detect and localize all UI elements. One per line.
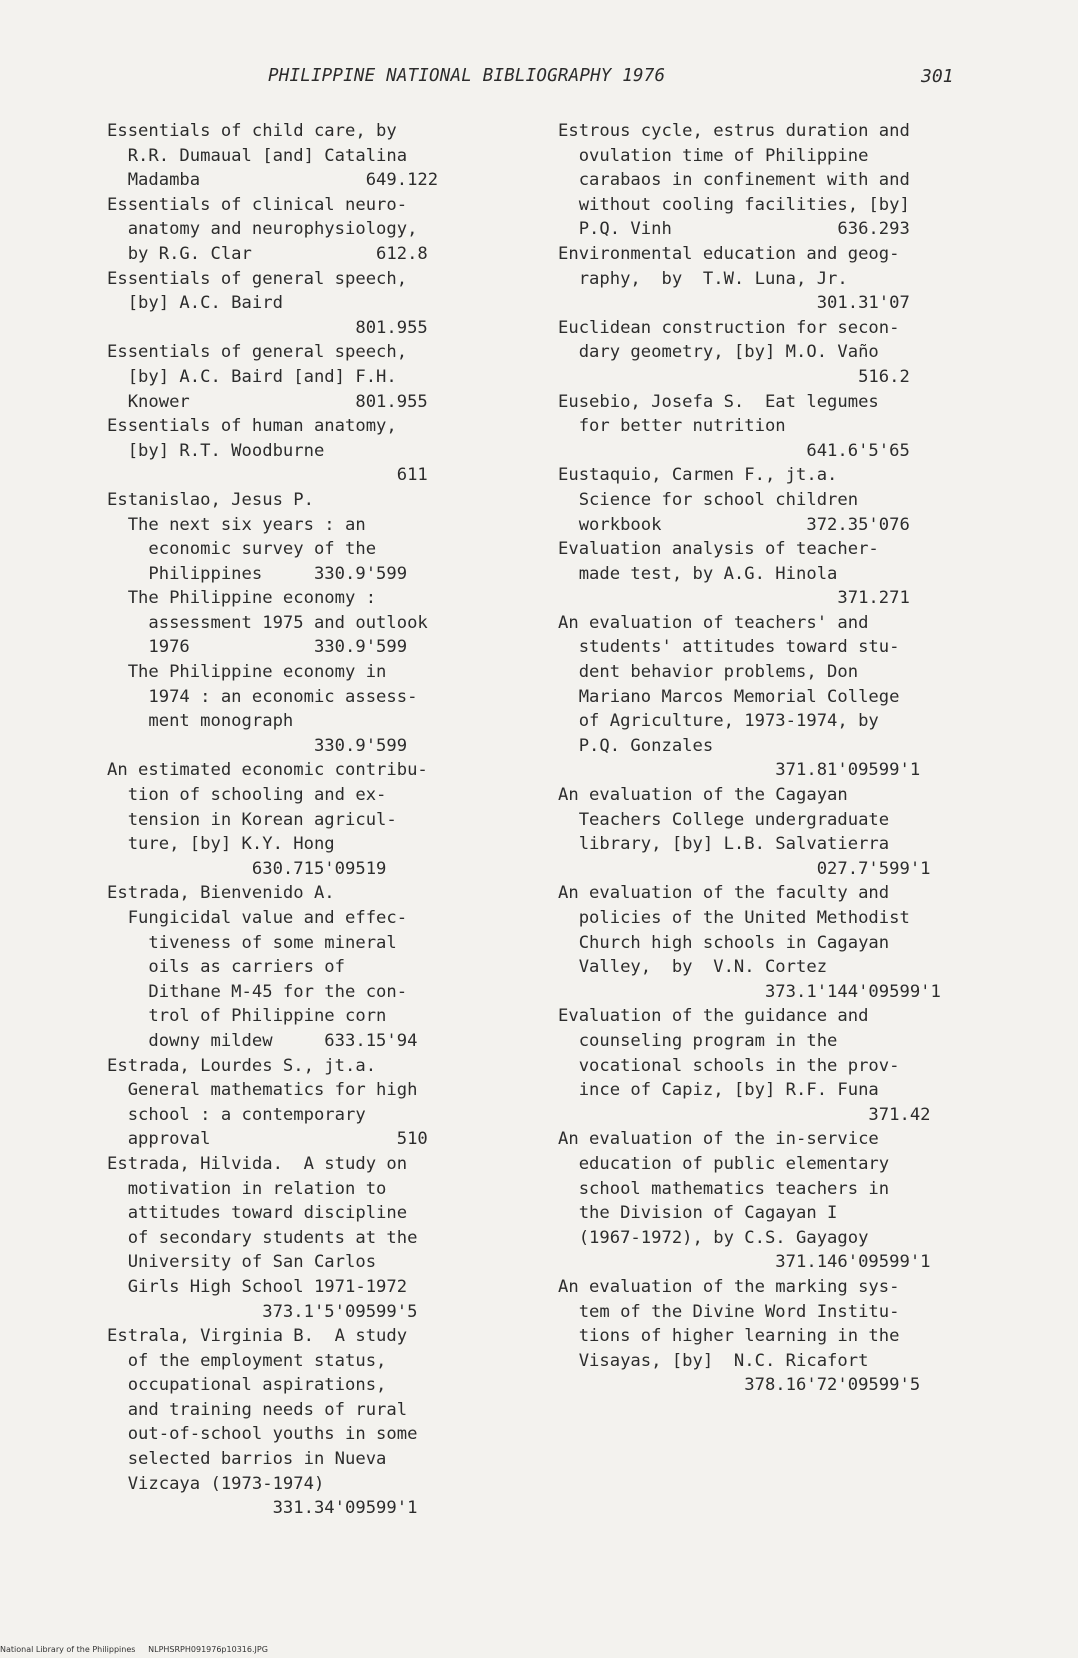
entry-line: assessment 1975 and outlook bbox=[107, 612, 428, 633]
entry-line: Valley, by V.N. Cortez bbox=[558, 957, 828, 978]
entry-line: downy mildew 633.15'94 bbox=[107, 1030, 418, 1051]
entry-line: Eustaquio, Carmen F., jt.a. bbox=[558, 465, 838, 486]
entry-line: economic survey of the bbox=[107, 539, 377, 560]
entry-line: 373.1'5'09599'5 bbox=[107, 1301, 418, 1322]
entry-line: education of public elementary bbox=[558, 1153, 890, 1174]
bibliography-entry bbox=[107, 1324, 487, 1521]
entry-line: 378.16'72'09599'5 bbox=[558, 1375, 921, 1396]
running-title: PHILIPPINE NATIONAL BIBLIOGRAPHY 1976 bbox=[268, 66, 666, 86]
entry-line: Essentials of clinical neuro- bbox=[107, 194, 408, 215]
entry-line: and training needs of rural bbox=[107, 1399, 408, 1420]
entry-line: Visayas, [by] N.C. Ricafort bbox=[558, 1350, 869, 1371]
entry-line: Estanislao, Jesus P. bbox=[107, 489, 314, 510]
entry-line: library, [by] L.B. Salvatierra bbox=[558, 834, 890, 855]
bibliography-entry bbox=[107, 414, 487, 488]
bibliography-entry bbox=[107, 488, 487, 759]
right-column bbox=[558, 119, 980, 1398]
entry-line: The Philippine economy : bbox=[107, 588, 377, 609]
page-header bbox=[0, 66, 1078, 96]
entry-line: school : a contemporary bbox=[107, 1104, 366, 1125]
entry-line: carabaos in confinement with and bbox=[558, 170, 910, 191]
entry-line: 516.2 bbox=[558, 366, 910, 387]
bibliography-entry bbox=[107, 758, 487, 881]
entry-line: 1974 : an economic assess- bbox=[107, 686, 418, 707]
entry-line: P.Q. Vinh 636.293 bbox=[558, 219, 910, 240]
bibliography-entry bbox=[558, 390, 980, 464]
entry-line: ture, [by] K.Y. Hong bbox=[107, 834, 335, 855]
entry-line: vocational schools in the prov- bbox=[558, 1055, 900, 1076]
bibliography-entry bbox=[107, 1054, 487, 1152]
entry-line: the Division of Cagayan I bbox=[558, 1203, 838, 1224]
entry-line: Eusebio, Josefa S. Eat legumes bbox=[558, 391, 879, 412]
entry-line: oils as carriers of bbox=[107, 957, 345, 978]
entry-line: tension in Korean agricul- bbox=[107, 809, 397, 830]
entry-line: Environmental education and geog- bbox=[558, 243, 900, 264]
entry-line: An evaluation of the Cagayan bbox=[558, 785, 848, 806]
bibliography-entry bbox=[558, 537, 980, 611]
entry-line: by R.G. Clar 612.8 bbox=[107, 243, 428, 264]
entry-line: Essentials of general speech, bbox=[107, 268, 408, 289]
entry-line: students' attitudes toward stu- bbox=[558, 637, 900, 658]
entry-line: 301.31'07 bbox=[558, 293, 910, 314]
entry-line: Fungicidal value and effec- bbox=[107, 908, 408, 928]
entry-line: An evaluation of the in-service bbox=[558, 1129, 879, 1150]
bibliography-entry bbox=[558, 881, 980, 1004]
entry-line: ince of Capiz, [by] R.F. Funa bbox=[558, 1080, 879, 1101]
entry-line: out-of-school youths in some bbox=[107, 1424, 418, 1445]
bibliography-entry bbox=[107, 1152, 487, 1324]
entry-line: Essentials of human anatomy, bbox=[107, 416, 397, 437]
entry-line: 330.9'599 bbox=[107, 735, 408, 756]
bibliography-entry bbox=[107, 340, 487, 414]
entry-line: Essentials of child care, by bbox=[107, 121, 397, 141]
bibliography-entry bbox=[107, 267, 487, 341]
bibliography-entry bbox=[558, 611, 980, 783]
entry-line: 027.7'599'1 bbox=[558, 858, 931, 879]
entry-line: Church high schools in Cagayan bbox=[558, 932, 890, 953]
entry-line: Estrala, Virginia B. A study bbox=[107, 1326, 408, 1347]
entry-line: (1967-1972), by C.S. Gayagoy bbox=[558, 1227, 869, 1248]
entry-line: The next six years : an bbox=[107, 514, 366, 535]
bibliography-entry bbox=[558, 463, 980, 537]
entry-line: counseling program in the bbox=[558, 1030, 838, 1051]
entry-line: Vizcaya (1973-1974) bbox=[107, 1473, 325, 1494]
entry-line: trol of Philippine corn bbox=[107, 1006, 387, 1027]
entry-line: approval 510 bbox=[107, 1129, 428, 1150]
entry-line: Evaluation of the guidance and bbox=[558, 1006, 869, 1027]
entry-line: The Philippine economy in bbox=[107, 662, 387, 683]
entry-line: ovulation time of Philippine bbox=[558, 145, 869, 166]
bibliography-entry bbox=[558, 1004, 980, 1127]
entry-line: 641.6'5'65 bbox=[558, 440, 910, 461]
entry-line: R.R. Dumaual [and] Catalina bbox=[107, 145, 408, 166]
bibliography-entry bbox=[558, 1275, 980, 1398]
entry-line: Estrada, Lourdes S., jt.a. bbox=[107, 1055, 377, 1076]
entry-line: Euclidean construction for secon- bbox=[558, 317, 900, 338]
entry-line: tions of higher learning in the bbox=[558, 1326, 900, 1347]
entry-line: ment monograph bbox=[107, 711, 294, 732]
entry-line: of the employment status, bbox=[107, 1350, 387, 1371]
entry-line: [by] A.C. Baird bbox=[107, 293, 283, 314]
entry-line: anatomy and neurophysiology, bbox=[107, 219, 418, 240]
entry-line: Knower 801.955 bbox=[107, 391, 428, 412]
entry-line: Teachers College undergraduate bbox=[558, 809, 890, 830]
entry-line: tem of the Divine Word Institu- bbox=[558, 1301, 900, 1322]
entry-line: University of San Carlos bbox=[107, 1252, 377, 1273]
entry-line: Madamba 649.122 bbox=[107, 170, 439, 191]
left-column bbox=[107, 119, 487, 1521]
bibliography-entry bbox=[558, 242, 980, 316]
entry-line: 611 bbox=[107, 465, 428, 486]
bibliography-entry bbox=[558, 316, 980, 390]
entry-line: workbook 372.35'076 bbox=[558, 514, 910, 535]
entry-line: of secondary students at the bbox=[107, 1227, 418, 1248]
entry-line: dent behavior problems, Don bbox=[558, 662, 859, 683]
entry-line: 371.42 bbox=[558, 1104, 931, 1125]
entry-line: Evaluation analysis of teacher- bbox=[558, 539, 879, 560]
entry-line: Girls High School 1971-1972 bbox=[107, 1276, 408, 1297]
bibliography-entry bbox=[558, 783, 980, 881]
entry-line: Science for school children bbox=[558, 489, 859, 510]
entry-line: occupational aspirations, bbox=[107, 1375, 387, 1396]
bibliography-entry bbox=[107, 119, 487, 193]
bibliography-entry bbox=[107, 881, 487, 1053]
entry-line: An evaluation of the faculty and bbox=[558, 883, 890, 904]
entry-line: policies of the United Methodist bbox=[558, 908, 910, 928]
entry-line: tiveness of some mineral bbox=[107, 932, 397, 953]
entry-line: made test, by A.G. Hinola bbox=[558, 563, 838, 584]
entry-line: [by] A.C. Baird [and] F.H. bbox=[107, 366, 397, 387]
entry-line: for better nutrition bbox=[558, 416, 786, 437]
entry-line: dary geometry, [by] M.O. Vaño bbox=[558, 342, 879, 363]
entry-line: selected barrios in Nueva bbox=[107, 1449, 387, 1470]
entry-line: 371.146'09599'1 bbox=[558, 1252, 931, 1273]
entry-line: Mariano Marcos Memorial College bbox=[558, 686, 900, 707]
entry-line: without cooling facilities, [by] bbox=[558, 194, 910, 215]
scan-footer: National Library of the Philippines NLPHSRPH091976p10316.JPG bbox=[0, 1645, 268, 1654]
entry-line: Philippines 330.9'599 bbox=[107, 563, 408, 584]
entry-line: 373.1'144'09599'1 bbox=[558, 981, 941, 1002]
bibliography-entry bbox=[107, 193, 487, 267]
entry-line: An evaluation of teachers' and bbox=[558, 612, 869, 633]
entry-line: motivation in relation to bbox=[107, 1178, 387, 1199]
bibliography-entry bbox=[558, 1127, 980, 1275]
entry-line: 371.271 bbox=[558, 588, 910, 609]
entry-line: Dithane M-45 for the con- bbox=[107, 981, 408, 1002]
entry-line: 331.34'09599'1 bbox=[107, 1498, 418, 1519]
entry-line: Estrada, Bienvenido A. bbox=[107, 883, 335, 904]
entry-line: attitudes toward discipline bbox=[107, 1203, 408, 1224]
entry-line: General mathematics for high bbox=[107, 1080, 418, 1101]
entry-line: raphy, by T.W. Luna, Jr. bbox=[558, 268, 848, 289]
entry-line: school mathematics teachers in bbox=[558, 1178, 890, 1199]
entry-line: Estrous cycle, estrus duration and bbox=[558, 121, 910, 141]
entry-line: 371.81'09599'1 bbox=[558, 760, 921, 781]
entry-line: 801.955 bbox=[107, 317, 428, 338]
entry-line: [by] R.T. Woodburne bbox=[107, 440, 325, 461]
entry-line: Estrada, Hilvida. A study on bbox=[107, 1153, 408, 1174]
entry-line: An estimated economic contribu- bbox=[107, 760, 428, 781]
entry-line: tion of schooling and ex- bbox=[107, 785, 387, 806]
entry-line: P.Q. Gonzales bbox=[558, 735, 714, 756]
page-number: 301 bbox=[921, 66, 954, 87]
entry-line: 630.715'09519 bbox=[107, 858, 387, 879]
entry-line: 1976 330.9'599 bbox=[107, 637, 408, 658]
entry-line: of Agriculture, 1973-1974, by bbox=[558, 711, 879, 732]
bibliography-entry bbox=[558, 119, 980, 242]
entry-line: An evaluation of the marking sys- bbox=[558, 1276, 900, 1297]
entry-line: Essentials of general speech, bbox=[107, 342, 408, 363]
